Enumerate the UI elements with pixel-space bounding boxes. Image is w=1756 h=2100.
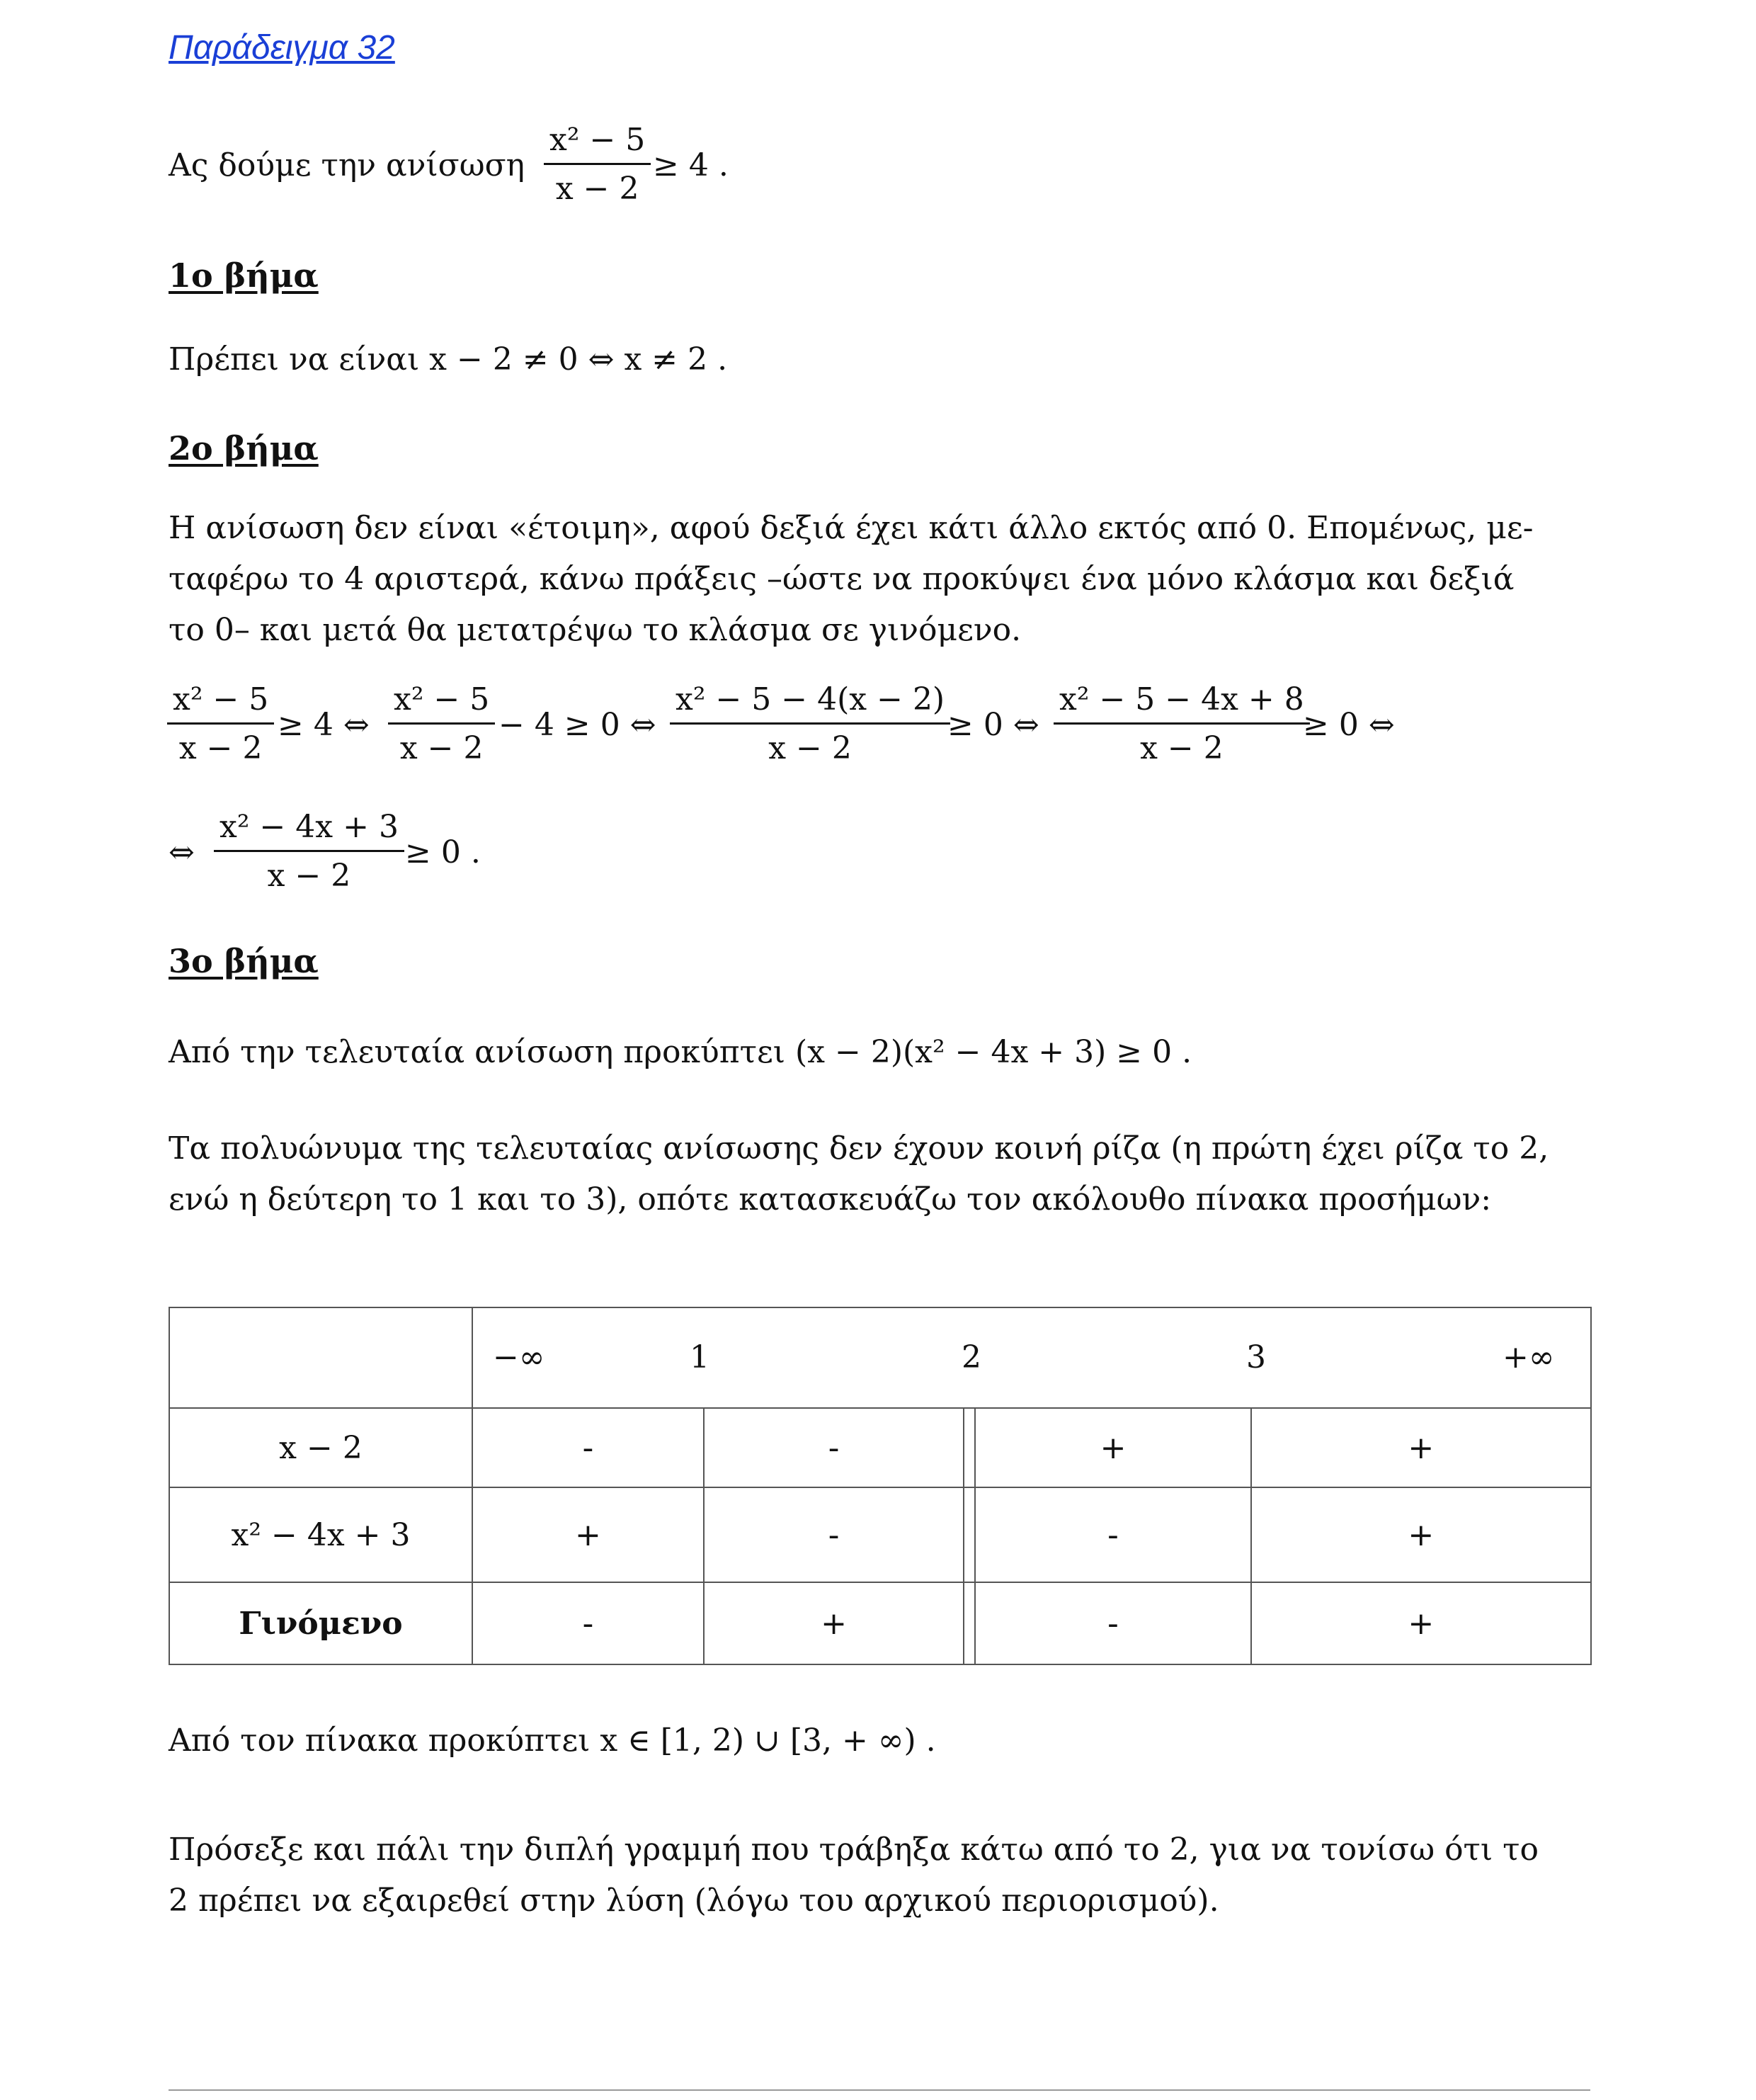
eq1-f2-numerator: x² − 5 [394,681,490,717]
sign-cell: - [472,1582,704,1664]
table-row [169,1408,1591,1487]
eq1-f4-numerator: x² − 5 − 4x + 8 [1059,681,1304,717]
footer-divider [169,2089,1590,2091]
eq1-f4-denominator: x − 2 [1140,730,1224,766]
double-line-gap [964,1487,975,1582]
eq1-fraction-2 [388,681,495,766]
intro-rhs: ≥ 4 . [653,147,729,183]
eq2-lead: ⇔ [169,834,195,870]
note-paragraph [169,1824,1592,1926]
note-line-2: 2 πρέπει να εξαιρεθεί στην λύση (λόγω του αρχικού περιορισμού). [169,1883,1219,1919]
step2-paragraph [169,503,1592,656]
eq1-f1-denominator: x − 2 [178,730,263,766]
sign-cell: + [1251,1582,1591,1664]
double-line-gap [964,1582,975,1664]
eq1-fraction-1 [167,681,274,766]
step3-line1: Από την τελευταία ανίσωση προκύπτει (x − 2)(x² − 4x + 3) ≥ 0 . [169,1034,1192,1070]
sign-table-header [472,1307,1591,1408]
table-row [169,1582,1591,1664]
eq1-fraction-3 [670,681,950,766]
eq1-op-4: ≥ 0 ⇔ [1303,707,1395,743]
sign-cell: + [472,1487,704,1582]
row-label-product: Γινόμενο [169,1582,472,1664]
sign-table [169,1307,1592,1665]
eq1-f3-denominator: x − 2 [768,730,852,766]
result-text: Από τον πίνακα προκύπτει x ∈ [1, 2) ∪ [3, + ∞) . [169,1722,936,1759]
sign-cell: - [975,1582,1250,1664]
sign-cell: - [704,1487,964,1582]
eq1-op-1: ≥ 4 ⇔ [278,707,370,743]
eq2-denominator: x − 2 [267,858,351,894]
header-point-plus-inf: +∞ [1503,1339,1555,1375]
sign-cell: + [975,1408,1250,1487]
sign-cell: - [975,1487,1250,1582]
eq1-op-2: − 4 ≥ 0 ⇔ [498,707,656,743]
eq1-f1-numerator: x² − 5 [173,681,269,717]
step2-line-1: Η ανίσωση δεν είναι «έτοιμη», αφού δεξιά έχει κάτι άλλο εκτός από 0. Επομένως, με- [169,510,1534,546]
sign-cell: - [472,1408,704,1487]
double-line-gap [964,1408,975,1487]
eq2-fraction [214,809,404,894]
intro-text: Ας δούμε την ανίσωση [169,147,525,183]
header-point-3: 3 [1246,1339,1266,1375]
sign-cell: + [704,1582,964,1664]
header-point-minus-inf: −∞ [493,1339,545,1375]
note-line-1: Πρόσεξε και πάλι την διπλή γραμμή που τράβηξα κάτω από το 2, για να τονίσω ότι το [169,1832,1539,1868]
step3-line-3: ενώ η δεύτερη το 1 και το 3), οπότε κατασκευάζω τον ακόλουθο πίνακα προσήμων: [169,1181,1492,1218]
sign-cell: - [704,1408,964,1487]
row-label: x − 2 [169,1408,472,1487]
step1-text: Πρέπει να είναι x − 2 ≠ 0 ⇔ x ≠ 2 . [169,341,728,378]
step2-line-2: ταφέρω το 4 αριστερά, κάνω πράξεις –ώστε να προκύψει ένα μόνο κλάσμα και δεξιά [169,561,1515,597]
sign-cell: + [1251,1487,1591,1582]
step3-heading: 3ο βήμα [169,942,319,980]
sign-table-corner [169,1307,472,1408]
step2-line-3: το 0– και μετά θα μετατρέψω το κλάσμα σε γινόμενο. [169,612,1022,648]
intro-fraction-denominator: x − 2 [555,171,639,207]
step1-heading: 1ο βήμα [169,256,319,295]
eq1-f2-denominator: x − 2 [399,730,484,766]
eq2-rhs: ≥ 0 . [405,834,481,870]
sign-cell: + [1251,1408,1591,1487]
step3-paragraph [169,1123,1592,1225]
step2-heading: 2ο βήμα [169,429,319,467]
header-point-1: 1 [690,1339,709,1375]
eq2-numerator: x² − 4x + 3 [219,809,399,845]
table-row [169,1487,1591,1582]
example-title: Παράδειγμα 32 [169,29,395,67]
row-label: x² − 4x + 3 [169,1487,472,1582]
eq1-f3-numerator: x² − 5 − 4(x − 2) [675,681,945,717]
eq1-fraction-4 [1054,681,1310,766]
eq1-op-3: ≥ 0 ⇔ [947,707,1039,743]
intro-fraction [544,122,651,207]
intro-fraction-numerator: x² − 5 [549,122,646,158]
header-point-2: 2 [962,1339,981,1375]
step3-line-2: Τα πολυώνυμα της τελευταίας ανίσωσης δεν έχουν κοινή ρίζα (η πρώτη έχει ρίζα το 2, [169,1130,1549,1167]
